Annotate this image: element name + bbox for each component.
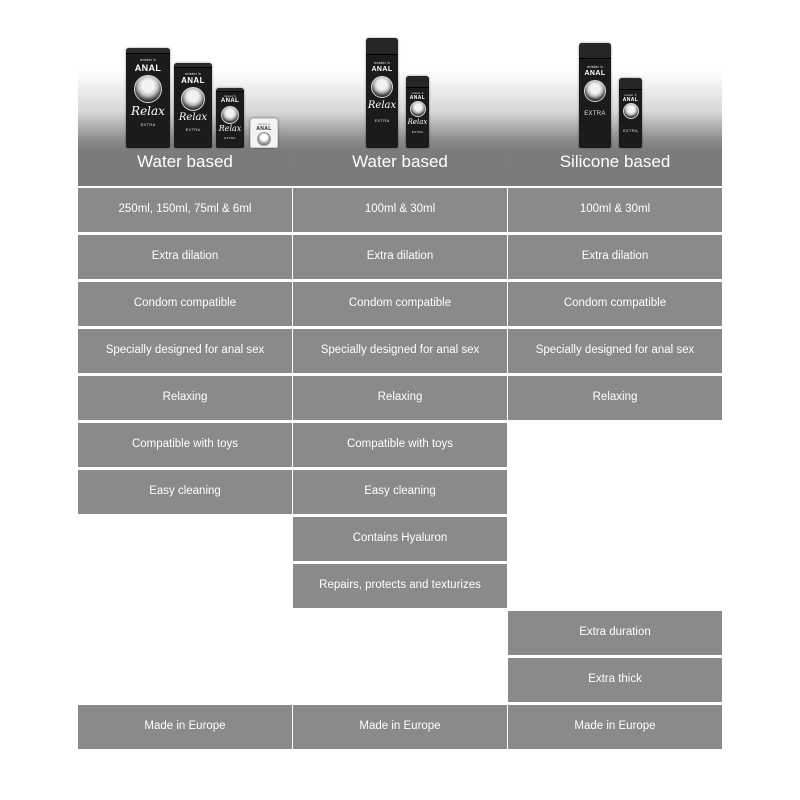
product-title: ANAL bbox=[371, 66, 393, 73]
logo-face-icon bbox=[181, 87, 205, 111]
product-title: ANAL bbox=[134, 63, 162, 73]
product-title: ANAL bbox=[584, 70, 606, 77]
table-row bbox=[78, 235, 722, 282]
feature-cell: Relaxing bbox=[293, 376, 507, 420]
product-title: ANAL bbox=[622, 97, 639, 103]
brand-label: mister b bbox=[223, 94, 237, 98]
feature-cell: 100ml & 30ml bbox=[508, 188, 722, 232]
product-script: Relax bbox=[218, 124, 242, 133]
tube-cap bbox=[174, 63, 212, 68]
product-title: ANAL bbox=[220, 98, 240, 104]
tube-cap bbox=[126, 48, 170, 54]
table-row bbox=[78, 329, 722, 376]
feature-cell: Relaxing bbox=[78, 376, 292, 420]
product-extra-label: EXTRA bbox=[185, 127, 201, 132]
feature-cell: Extra duration bbox=[508, 611, 722, 655]
feature-cell-empty bbox=[293, 658, 507, 702]
product-bottle-30ml-silicone bbox=[619, 78, 642, 148]
table-row bbox=[78, 564, 722, 611]
table-row bbox=[78, 611, 722, 658]
logo-face-icon bbox=[623, 103, 639, 119]
product-bottle-100ml-silicone bbox=[579, 43, 611, 148]
product-script: Relax bbox=[367, 100, 397, 111]
feature-cell-empty bbox=[508, 517, 722, 561]
feature-cell: Extra dilation bbox=[293, 235, 507, 279]
feature-cell: Extra thick bbox=[508, 658, 722, 702]
product-title: ANAL bbox=[409, 95, 426, 101]
product-extra-label: EXTRA bbox=[374, 118, 390, 123]
feature-cell: Contains Hyaluron bbox=[293, 517, 507, 561]
logo-face-icon bbox=[257, 132, 271, 146]
logo-face-icon bbox=[584, 80, 606, 102]
comparison-table bbox=[78, 150, 722, 752]
product-extra-label: EXTRA bbox=[140, 122, 156, 127]
product-sachet-6ml bbox=[250, 118, 278, 148]
logo-face-icon bbox=[371, 76, 393, 98]
table-row bbox=[78, 705, 722, 752]
feature-cell-empty bbox=[508, 564, 722, 608]
product-group-water-tubes bbox=[78, 20, 292, 170]
feature-cell-empty bbox=[78, 517, 292, 561]
product-script: Relax bbox=[178, 112, 208, 123]
product-bottle-100ml-water bbox=[366, 38, 398, 148]
product-extra-label: EXTRA bbox=[224, 136, 236, 140]
brand-label: mister b bbox=[257, 122, 271, 126]
bottle-cap bbox=[619, 78, 642, 90]
feature-cell: Easy cleaning bbox=[293, 470, 507, 514]
brand-label: mister b bbox=[374, 60, 390, 65]
feature-cell: 100ml & 30ml bbox=[293, 188, 507, 232]
feature-cell-empty bbox=[78, 658, 292, 702]
feature-cell: Repairs, protects and texturizes bbox=[293, 564, 507, 608]
table-row bbox=[78, 658, 722, 705]
product-title: ANAL bbox=[181, 76, 205, 85]
feature-cell-empty bbox=[508, 470, 722, 514]
feature-cell: Relaxing bbox=[508, 376, 722, 420]
feature-cell: Condom compatible bbox=[78, 282, 292, 326]
bottle-cap bbox=[406, 76, 429, 88]
brand-label: mister b bbox=[411, 91, 424, 95]
table-row bbox=[78, 517, 722, 564]
feature-cell: Extra dilation bbox=[508, 235, 722, 279]
column-header-silicone-based: Silicone based bbox=[508, 150, 722, 186]
table-row bbox=[78, 188, 722, 235]
feature-cell-empty bbox=[78, 564, 292, 608]
feature-cell-empty bbox=[508, 423, 722, 467]
feature-cell: Specially designed for anal sex bbox=[293, 329, 507, 373]
logo-face-icon bbox=[221, 106, 239, 124]
table-row bbox=[78, 376, 722, 423]
product-script: Relax bbox=[407, 118, 428, 126]
product-tube-75ml bbox=[216, 88, 244, 148]
brand-label: mister b bbox=[624, 93, 637, 97]
table-row bbox=[78, 423, 722, 470]
table-header-row bbox=[78, 150, 722, 188]
product-tube-150ml bbox=[174, 63, 212, 148]
feature-cell: Made in Europe bbox=[508, 705, 722, 749]
feature-cell: Specially designed for anal sex bbox=[78, 329, 292, 373]
logo-face-icon bbox=[134, 75, 162, 103]
feature-cell-empty bbox=[293, 611, 507, 655]
feature-cell-empty bbox=[78, 611, 292, 655]
column-header-water-based-1: Water based bbox=[78, 150, 292, 186]
feature-cell: Compatible with toys bbox=[78, 423, 292, 467]
feature-cell: Made in Europe bbox=[78, 705, 292, 749]
feature-cell: 250ml, 150ml, 75ml & 6ml bbox=[78, 188, 292, 232]
feature-cell: Condom compatible bbox=[293, 282, 507, 326]
product-extra-label: EXTRA bbox=[411, 130, 424, 134]
feature-cell: Extra dilation bbox=[78, 235, 292, 279]
product-title: ANAL bbox=[256, 126, 272, 132]
product-extra-label: EXTRA bbox=[623, 128, 638, 133]
product-script: Relax bbox=[131, 104, 165, 118]
feature-cell: Made in Europe bbox=[293, 705, 507, 749]
tube-cap bbox=[216, 88, 244, 92]
feature-cell: Specially designed for anal sex bbox=[508, 329, 722, 373]
brand-label: mister b bbox=[587, 64, 603, 69]
product-tube-250ml bbox=[126, 48, 170, 148]
product-extra-label: EXTRA bbox=[584, 111, 606, 117]
brand-label: mister b bbox=[185, 71, 201, 76]
logo-face-icon bbox=[410, 101, 426, 117]
bottle-cap bbox=[579, 43, 611, 59]
brand-label: mister b bbox=[140, 57, 156, 62]
column-header-water-based-2: Water based bbox=[293, 150, 507, 186]
feature-cell: Compatible with toys bbox=[293, 423, 507, 467]
feature-cell: Condom compatible bbox=[508, 282, 722, 326]
bottle-cap bbox=[366, 38, 398, 55]
product-group-silicone-bottles bbox=[507, 20, 722, 170]
table-row bbox=[78, 282, 722, 329]
feature-cell: Easy cleaning bbox=[78, 470, 292, 514]
product-group-water-bottles bbox=[292, 20, 507, 170]
product-bottle-30ml-water bbox=[406, 76, 429, 148]
table-row bbox=[78, 470, 722, 517]
